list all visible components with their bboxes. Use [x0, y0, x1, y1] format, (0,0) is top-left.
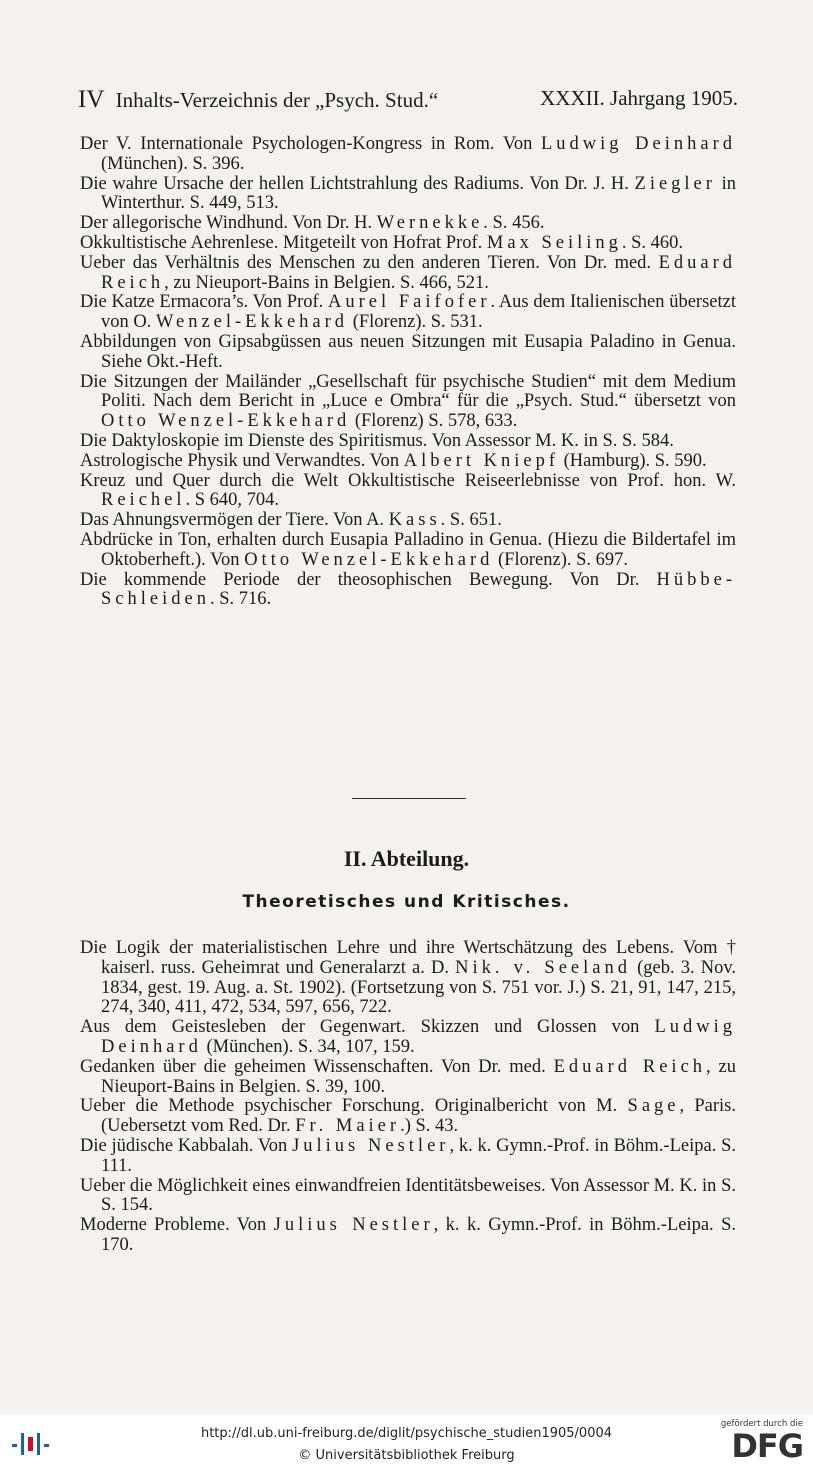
entry-text: Okkultistische Aehrenlese. Mitgeteilt von Hofrat Prof.	[80, 232, 487, 253]
section1-entry-list	[80, 135, 736, 610]
entry-text: . S. 716.	[209, 589, 272, 610]
dfg-logo	[717, 1419, 803, 1469]
author-name: Ziegler	[634, 173, 716, 194]
section-subheading: Theoretisches und Kritisches.	[242, 892, 571, 912]
entry-text: (Florenz). S. 531.	[348, 312, 483, 333]
author-name: Otto Wenzel-Ekkehard	[244, 549, 494, 570]
toc-entry	[80, 373, 736, 432]
entry-text: Das Ahnungsvermögen der Tiere. Von A.	[80, 510, 389, 531]
author-name: Ludwig Deinhard	[101, 1017, 736, 1057]
author-name: Aurel Faifofer	[328, 292, 491, 313]
entry-text: (München). S. 34, 107, 159.	[201, 1036, 415, 1057]
toc-entry	[80, 214, 736, 234]
toc-entry	[80, 333, 736, 373]
permalink-url[interactable]: http://dl.ub.uni-freiburg.de/diglit/psychische_studien1905/0004	[200, 1426, 613, 1441]
entry-text: Die kommende Periode der theosophischen Bewegung. Von Dr.	[80, 569, 657, 590]
entry-text: Die Logik der materialistischen Lehre und ihre Wertschätzung des Lebens. Vom † kaiserl. russ. Geheimrat und Generalarzt a. D.	[80, 938, 736, 978]
section-heading: II. Abteilung.	[343, 846, 470, 871]
author-name: Otto Wenzel-Ekkehard	[101, 411, 351, 432]
author-name: Wenzel-Ekkehard	[156, 312, 349, 333]
entry-text: Die Daktyloskopie im Dienste des Spiritismus. Von Assessor M. K. in S. S. 584.	[80, 430, 674, 451]
entry-text: . S. 460.	[621, 232, 684, 253]
entry-text: (Florenz). S. 697.	[493, 549, 629, 570]
entry-text: (München). S. 396.	[101, 153, 245, 174]
author-name: Max Seiling	[486, 232, 622, 253]
author-name: Wernekke	[376, 213, 484, 234]
viewer-footer	[0, 1415, 813, 1473]
toc-entry	[80, 1137, 736, 1177]
author-name: Albert Kniepf	[403, 450, 560, 471]
entry-text: Gedanken über die geheimen Wissenschaften. Von Dr. med.	[80, 1056, 554, 1077]
toc-entry	[80, 1097, 736, 1137]
toc-entry	[80, 432, 736, 452]
entry-text: .) S. 43.	[400, 1116, 459, 1137]
entry-text: Moderne Probleme. Von	[80, 1215, 274, 1236]
entry-text: , zu Nieuport-Bains in Belgien. S. 39, 100.	[101, 1056, 736, 1097]
author-name: Ludwig Deinhard	[540, 134, 736, 154]
toc-entry	[80, 175, 736, 215]
author-name: Fr. Maier	[295, 1116, 401, 1137]
entry-text: Ueber das Verhältnis des Menschen zu den anderen Tieren. Von Dr. med.	[80, 252, 659, 273]
entry-text: (geb. 3. Nov. 1834, gest. 19. Aug. a. St. 1902). (Fortsetzung von S. 751 vor. J.) S. 21, 91, 147, 215, 274, 340, 411, 472, 534, 597, 656, 722.	[101, 957, 736, 1018]
entry-text: . S. 651.	[440, 510, 502, 531]
toc-entry	[80, 1177, 736, 1217]
dfg-caption: gefördert durch die	[720, 1419, 803, 1429]
author-name: Julius Nestler	[273, 1215, 434, 1236]
author-name: Sage	[627, 1096, 680, 1117]
section-divider	[352, 798, 466, 799]
entry-text: Die wahre Ursache der hellen Lichtstrahlung des Radiums. Von Dr. J. H.	[80, 173, 635, 194]
author-name: Julius Nestler	[292, 1135, 450, 1156]
author-name: Eduard Reich	[553, 1056, 707, 1077]
section2-entry-list	[80, 939, 736, 1256]
entry-text: Die jüdische Kabbalah. Von	[80, 1135, 293, 1156]
toc-entry	[80, 571, 736, 611]
author-name: Kass	[388, 510, 441, 531]
entry-text: Der V. Internationale Psychologen-Kongress in Rom. Von	[80, 134, 541, 154]
toc-entry	[80, 135, 736, 175]
author-name: Reichel	[101, 490, 186, 511]
entry-text: (Hamburg). S. 590.	[559, 450, 707, 471]
toc-entry	[80, 939, 736, 1018]
entry-text: Abdrücke in Ton, erhalten durch Eusapia Palladino in Genua. (Hiezu die Bildertafel im Oktoberheft.). Von	[80, 529, 736, 570]
entry-text: . Aus dem Italienischen übersetzt von O.	[101, 292, 736, 333]
header-volume-year: XXXII. Jahrgang 1905.	[540, 86, 738, 110]
toc-entry	[80, 234, 736, 254]
entry-text: Ueber die Möglichkeit eines einwandfreien Identitätsbeweises. Von Assessor M. K. in S. S. 154.	[80, 1175, 736, 1216]
author-name: Eduard Reich	[101, 252, 736, 293]
entry-text: , zu Nieuport-Bains in Belgien. S. 466, 521.	[164, 272, 489, 293]
entry-text: (Florenz) S. 578, 633.	[350, 411, 518, 432]
entry-text: in Winterthur. S. 449, 513.	[101, 173, 737, 214]
entry-text: , Paris. (Uebersetzt vom Red. Dr.	[101, 1096, 737, 1137]
dfg-wordmark: DFG	[731, 1427, 803, 1465]
entry-text: Die Sitzungen der Mailänder „Gesellschaft für psychische Studien“ mit dem Medium Politi. Nach dem Bericht in „Luce e Ombra“ für die „Psych. Stud.“ übersetzt von	[80, 371, 736, 412]
entry-text: Der allegorische Windhund. Von Dr. H.	[80, 213, 377, 234]
toc-entry	[80, 1058, 736, 1098]
entry-text: Aus dem Geistesleben der Gegenwart. Skizzen und Glossen von	[80, 1017, 655, 1038]
toc-entry	[80, 472, 736, 512]
entry-text: , k. k. Gymn.-Prof. in Böhm.-Leipa. S. 111.	[101, 1135, 736, 1176]
author-name: Nik. v. Seeland	[455, 957, 631, 978]
running-header	[78, 86, 738, 114]
entry-text: . S 640, 704.	[185, 490, 280, 511]
entry-text: Kreuz und Quer durch die Welt Okkultistische Reiseerlebnisse von Prof. hon. W.	[80, 470, 736, 491]
copyright-notice: © Universitätsbibliothek Freiburg	[298, 1448, 515, 1463]
toc-entry	[80, 293, 736, 333]
author-name: Hübbe-Schleiden	[101, 569, 736, 610]
toc-entry	[80, 511, 736, 531]
entry-text: , k. k. Gymn.-Prof. in Böhm.-Leipa. S. 170.	[101, 1215, 736, 1255]
toc-entry	[80, 1018, 736, 1058]
entry-text: Astrologische Physik und Verwandtes. Von	[80, 450, 404, 471]
toc-entry	[80, 531, 736, 571]
entry-text: Die Katze Ermacora’s. Von Prof.	[80, 292, 329, 313]
header-title: Inhalts-Verzeichnis der „Psych. Stud.“	[115, 88, 439, 112]
entry-text: Ueber die Methode psychischer Forschung. Originalbericht von M.	[80, 1096, 628, 1117]
toc-entry	[80, 254, 736, 294]
page-number: IV	[78, 86, 105, 113]
entry-text: . S. 456.	[483, 213, 545, 234]
toc-entry	[80, 1216, 736, 1256]
entry-text: Abbildungen von Gipsabgüssen aus neuen Sitzungen mit Eusapia Paladino in Genua. Siehe Okt.-Heft.	[80, 331, 736, 372]
toc-entry	[80, 452, 736, 472]
